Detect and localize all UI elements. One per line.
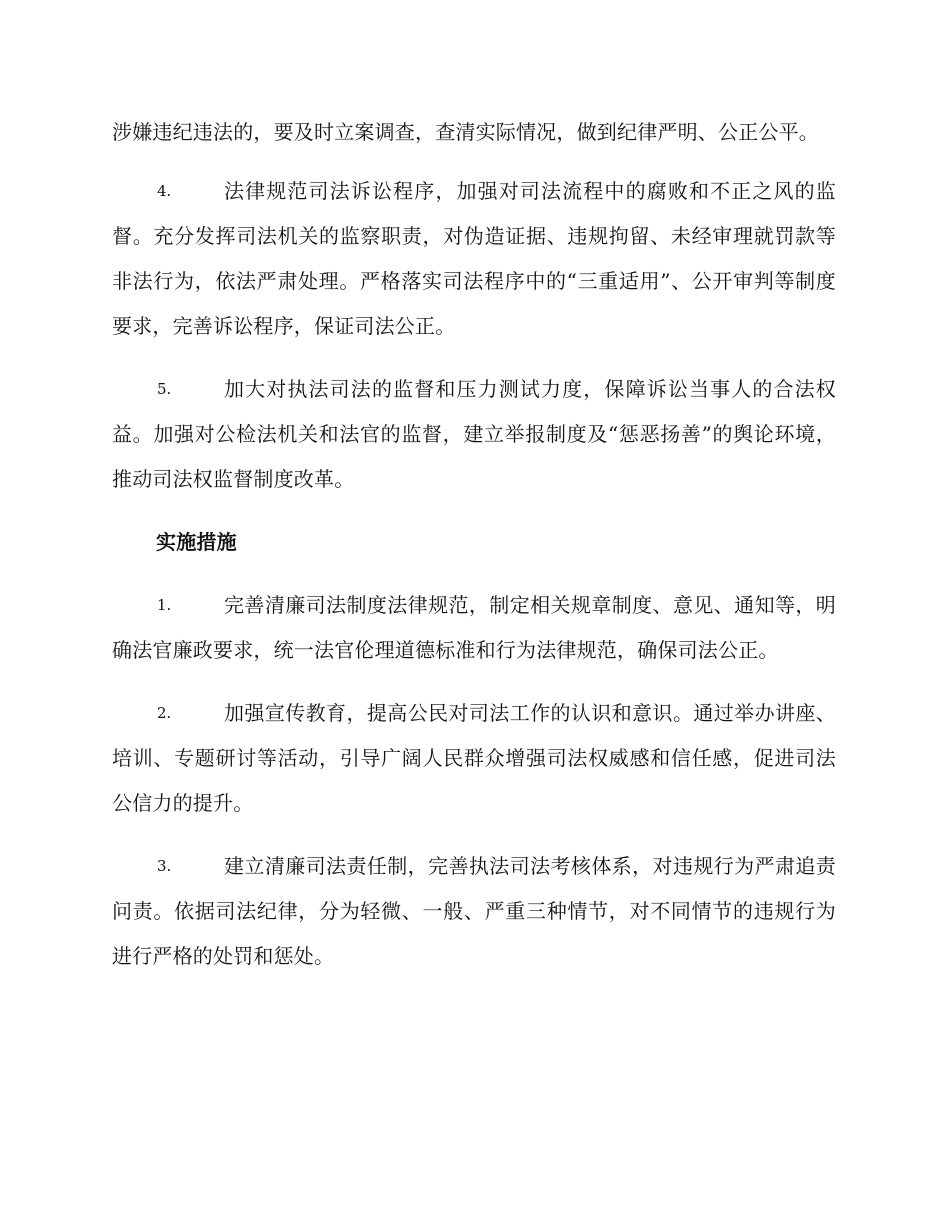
list-item: [112, 169, 836, 349]
list-item-text: 完善清廉司法制度法律规范，制定相关规章制度、意见、通知等，明确法官廉政要求，统一法官伦理道德标准和行为法律规范，确保司法公正。: [112, 593, 836, 662]
list-item-number: 5.: [157, 380, 172, 398]
list-item-text: 建立清廉司法责任制，完善执法司法考核体系，对违规行为严肃追责问责。依据司法纪律，分为轻微、一般、严重三种情节，对不同情节的违规行为进行严格的处罚和惩处。: [112, 854, 836, 968]
list-item: [112, 367, 836, 502]
list-item-number: 2.: [157, 704, 172, 722]
list-item-text: 加强宣传教育，提高公民对司法工作的认识和意识。通过举办讲座、培训、专题研讨等活动，引导广阔人民群众增强司法权威感和信任感，促进司法公信力的提升。: [112, 701, 836, 815]
document-body: [112, 110, 836, 997]
list-item-number: 1.: [157, 596, 172, 614]
list-item-number: 3.: [157, 857, 172, 875]
section-heading: 实施措施: [156, 530, 237, 554]
list-item-text: 加大对执法司法的监督和压力测试力度，保障诉讼当事人的合法权益。加强对公检法机关和法官的监督，建立举报制度及“惩恶扬善”的舆论环境，推动司法权监督制度改革。: [112, 377, 836, 491]
list-item-text: 法律规范司法诉讼程序，加强对司法流程中的腐败和不正之风的监督。充分发挥司法机关的监察职责，对伪造证据、违规拘留、未经审理就罚款等非法行为，依法严肃处理。严格落实司法程序中的“三重适用”、公开审判等制度要求，完善诉讼程序，保证司法公正。: [112, 179, 836, 338]
intro-paragraph: 涉嫌违纪违法的，要及时立案调查，查清实际情况，做到纪律严明、公正公平。: [112, 120, 819, 144]
list-item: [112, 691, 836, 826]
list-item: [112, 583, 836, 673]
list-item: [112, 844, 836, 979]
list-item-number: 4.: [157, 182, 172, 200]
